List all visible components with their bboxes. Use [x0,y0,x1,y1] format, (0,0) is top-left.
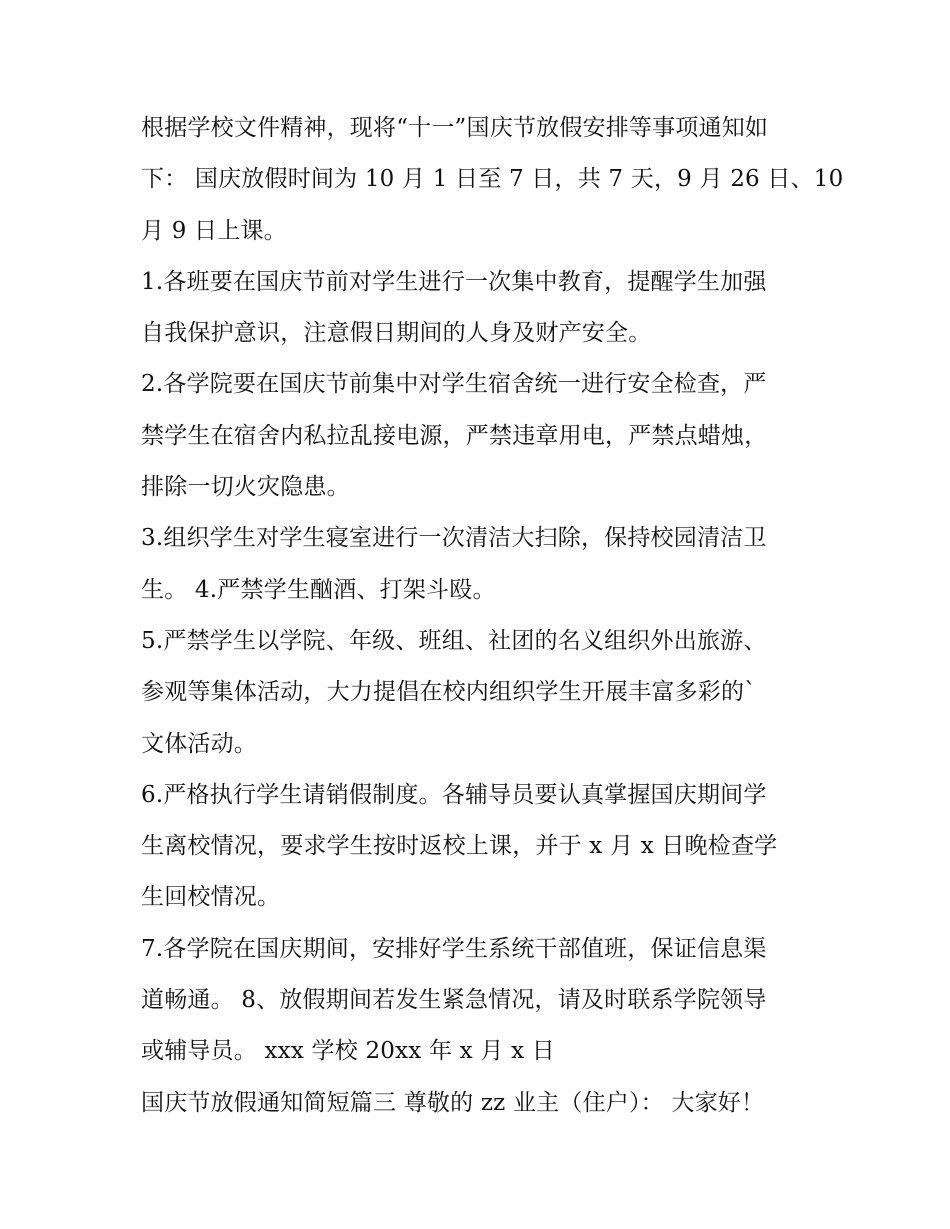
text-line: 生离校情况，要求学生按时返校上课，并于 x 月 x 日晚检查学 [141,833,778,860]
text-line: 生回校情况。 [141,884,281,911]
text-line: 自我保护意识，注意假日期间的人身及财产安全。 [141,320,652,347]
text-line: 7.各学院在国庆期间，安排好学生系统干部值班，保证信息渠 [141,935,767,962]
text-line: 文体活动。 [141,730,257,757]
notice-body [141,103,844,1129]
text-line: 6.严格执行学生请销假制度。各辅导员要认真掌握国庆期间学 [141,781,767,808]
text-line: 参观等集体活动，大力提倡在校内组织学生开展丰富多彩的` [141,679,756,706]
text-line: 下： 国庆放假时间为 10 月 1 日至 7 日，共 7 天，9 月 26 日、10 [141,166,844,193]
text-line: 根据学校文件精神，现将“十一”国庆节放假安排等事项通知如 [141,115,769,141]
text-line: 国庆节放假通知简短篇三 尊敬的 zz 业主（住户）： 大家好！ [141,1089,765,1116]
text-line: 禁学生在宿舍内私拉乱接电源，严禁违章用电，严禁点蜡烛， [141,422,768,449]
text-line: 或辅导员。 xxx 学校 20xx 年 x 月 x 日 [141,1038,555,1065]
text-line: 2.各学院要在国庆节前集中对学生宿舍统一进行安全检查，严 [141,371,767,398]
text-line: 3.组织学生对学生寝室进行一次清洁大扫除，保持校园清洁卫 [141,525,767,552]
text-line: 生。 4.严禁学生酗酒、打架斗殴。 [141,576,496,603]
text-line: 1.各班要在国庆节前对学生进行一次集中教育，提醒学生加强 [141,268,767,295]
text-line: 5.严禁学生以学院、年级、班组、社团的名义组织外出旅游、 [141,627,767,654]
text-line: 道畅通。 8、放假期间若发生紧急情况，请及时联系学院领导 [141,987,767,1014]
text-line: 排除一切火灾隐患。 [141,474,350,501]
text-line: 月 9 日上课。 [141,217,287,244]
